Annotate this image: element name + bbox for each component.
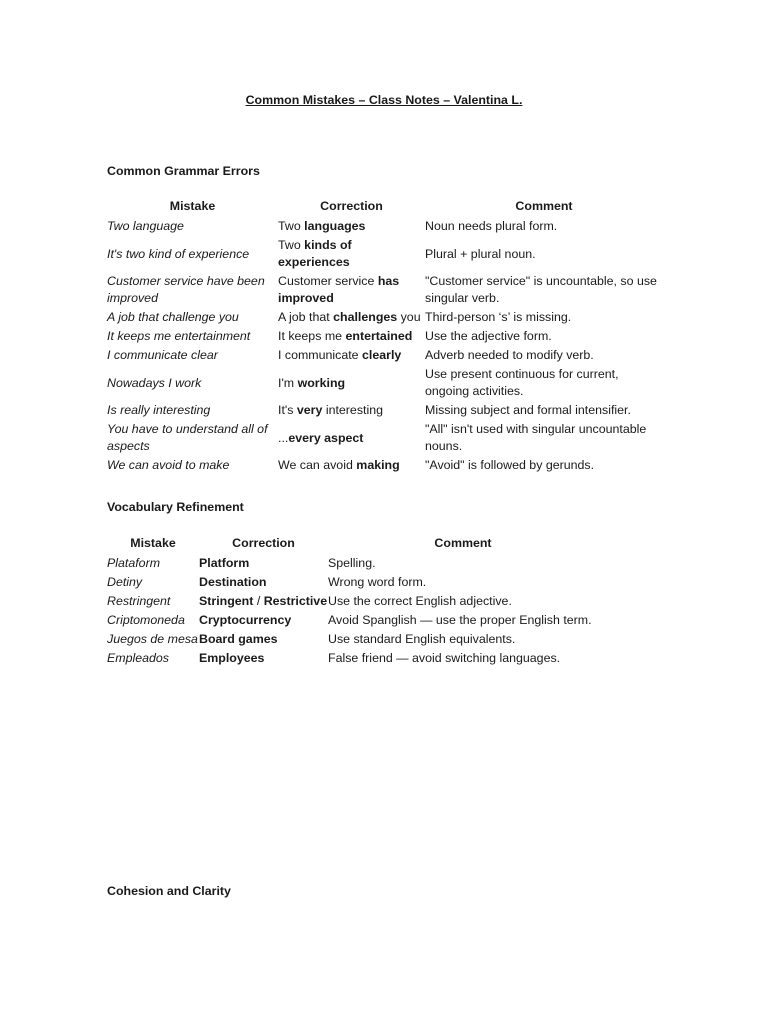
correction-cell: [278, 420, 425, 456]
comment-cell: Use the adjective form.: [425, 329, 552, 343]
correction-cell: [278, 456, 425, 475]
correction-text: A job that: [278, 310, 334, 324]
correction-emphasis: challenges: [333, 310, 398, 324]
table-row: [107, 401, 663, 420]
mistake-cell: It keeps me entertainment: [107, 329, 251, 343]
correction-emphasis: making: [356, 458, 400, 472]
correction-text: It keeps me: [278, 329, 346, 343]
comment-cell: Avoid Spanglish — use the proper English term.: [328, 613, 592, 627]
correction-emphasis: Stringent: [199, 594, 254, 608]
column-header-mistake: Mistake: [169, 198, 216, 213]
comment-cell: Missing subject and formal intensifier.: [425, 403, 631, 417]
correction-cell: [199, 630, 328, 649]
mistake-cell: Detiny: [107, 575, 143, 589]
correction-emphasis: entertained: [345, 329, 413, 343]
mistake-cell: You have to understand all of aspects: [107, 422, 268, 453]
table-row: [107, 611, 598, 630]
correction-emphasis: Board games: [199, 632, 278, 646]
table-header-row: [107, 197, 663, 217]
table-row: [107, 217, 663, 236]
mistake-cell: Restringent: [107, 594, 171, 608]
column-header-comment: Comment: [434, 535, 492, 550]
table-row: [107, 365, 663, 401]
section-heading-cohesion: Cohesion and Clarity: [107, 884, 231, 898]
table-row: [107, 630, 598, 649]
grammar-errors-table: [107, 197, 663, 475]
table-row: [107, 327, 663, 346]
correction-text: Customer service: [278, 274, 378, 288]
correction-cell: [278, 308, 425, 327]
correction-cell: [199, 592, 328, 611]
comment-cell: False friend — avoid switching languages.: [328, 651, 561, 665]
comment-cell: Noun needs plural form.: [425, 219, 558, 233]
comment-cell: Adverb needed to modify verb.: [425, 348, 594, 362]
comment-cell: Spelling.: [328, 556, 376, 570]
mistake-cell: A job that challenge you: [107, 310, 239, 324]
mistake-cell: We can avoid to make: [107, 458, 230, 472]
table-row: [107, 573, 598, 592]
table-header-row: [107, 534, 598, 554]
vocabulary-refinement-table: [107, 534, 598, 668]
mistake-cell: Is really interesting: [107, 403, 211, 417]
correction-emphasis: Platform: [199, 556, 250, 570]
mistake-cell: It's two kind of experience: [107, 246, 250, 261]
correction-cell: [199, 573, 328, 592]
correction-emphasis: has improved: [278, 274, 400, 305]
mistake-cell: I communicate clear: [107, 348, 218, 362]
table-row: [107, 346, 663, 365]
correction-cell: [278, 327, 425, 346]
comment-cell: Wrong word form.: [328, 575, 427, 589]
comment-cell: Plural + plural noun.: [425, 246, 536, 261]
correction-cell: [199, 554, 328, 573]
document-title: Common Mistakes – Class Notes – Valentina L.: [245, 93, 523, 107]
correction-text: I'm: [278, 375, 298, 390]
correction-text: interesting: [322, 403, 384, 417]
correction-cell: [199, 611, 328, 630]
correction-text: /: [253, 594, 264, 608]
correction-cell: [278, 236, 425, 272]
correction-emphasis: Destination: [199, 575, 267, 589]
section-heading-vocabulary: Vocabulary Refinement: [107, 500, 244, 514]
correction-emphasis: clearly: [362, 348, 402, 362]
correction-emphasis: very: [296, 403, 323, 417]
comment-cell: "Avoid" is followed by gerunds.: [425, 458, 595, 472]
correction-emphasis: kinds of experiences: [278, 238, 352, 269]
correction-text: Two: [278, 219, 305, 233]
table-row: [107, 272, 663, 308]
comment-cell: Third-person ‘s’ is missing.: [425, 310, 572, 324]
mistake-cell: Plataform: [107, 556, 161, 570]
comment-cell: "Customer service" is uncountable, so use singular verb.: [425, 274, 657, 305]
correction-emphasis: languages: [304, 219, 366, 233]
correction-emphasis: Restrictive: [263, 594, 328, 608]
correction-emphasis: Cryptocurrency: [199, 613, 292, 627]
table-row: [107, 649, 598, 668]
mistake-cell: Customer service have been improved: [107, 274, 265, 305]
table-row: [107, 592, 598, 611]
correction-cell: [199, 649, 328, 668]
mistake-cell: Two language: [107, 219, 184, 233]
correction-text: Two: [278, 238, 305, 252]
correction-emphasis: working: [297, 375, 346, 390]
table-row: [107, 420, 663, 456]
correction-emphasis: every aspect: [288, 430, 364, 445]
column-header-mistake: Mistake: [130, 535, 176, 550]
correction-cell: [278, 365, 425, 401]
table-row: [107, 236, 663, 272]
correction-text: ...: [278, 430, 289, 445]
correction-text: I communicate: [278, 348, 363, 362]
mistake-cell: Juegos de mesa: [107, 632, 198, 646]
section-heading-grammar: Common Grammar Errors: [107, 164, 260, 178]
column-header-correction: Correction: [320, 198, 383, 213]
correction-text: you: [397, 310, 421, 324]
comment-cell: Use present continuous for current, ongoing activities.: [425, 367, 619, 398]
comment-cell: "All" isn't used with singular uncountable nouns.: [425, 422, 647, 453]
column-header-correction: Correction: [232, 535, 295, 550]
mistake-cell: Nowadays I work: [107, 375, 202, 390]
mistake-cell: Empleados: [107, 651, 169, 665]
correction-cell: [278, 346, 425, 365]
comment-cell: Use the correct English adjective.: [328, 594, 512, 608]
correction-emphasis: Employees: [199, 651, 265, 665]
table-row: [107, 554, 598, 573]
table-row: [107, 308, 663, 327]
correction-text: We can avoid: [278, 458, 357, 472]
correction-cell: [278, 272, 425, 308]
comment-cell: Use standard English equivalents.: [328, 632, 516, 646]
correction-cell: [278, 217, 425, 236]
correction-text: It's: [278, 403, 297, 417]
correction-cell: [278, 401, 425, 420]
column-header-comment: Comment: [515, 198, 573, 213]
table-row: [107, 456, 663, 475]
mistake-cell: Criptomoneda: [107, 613, 185, 627]
